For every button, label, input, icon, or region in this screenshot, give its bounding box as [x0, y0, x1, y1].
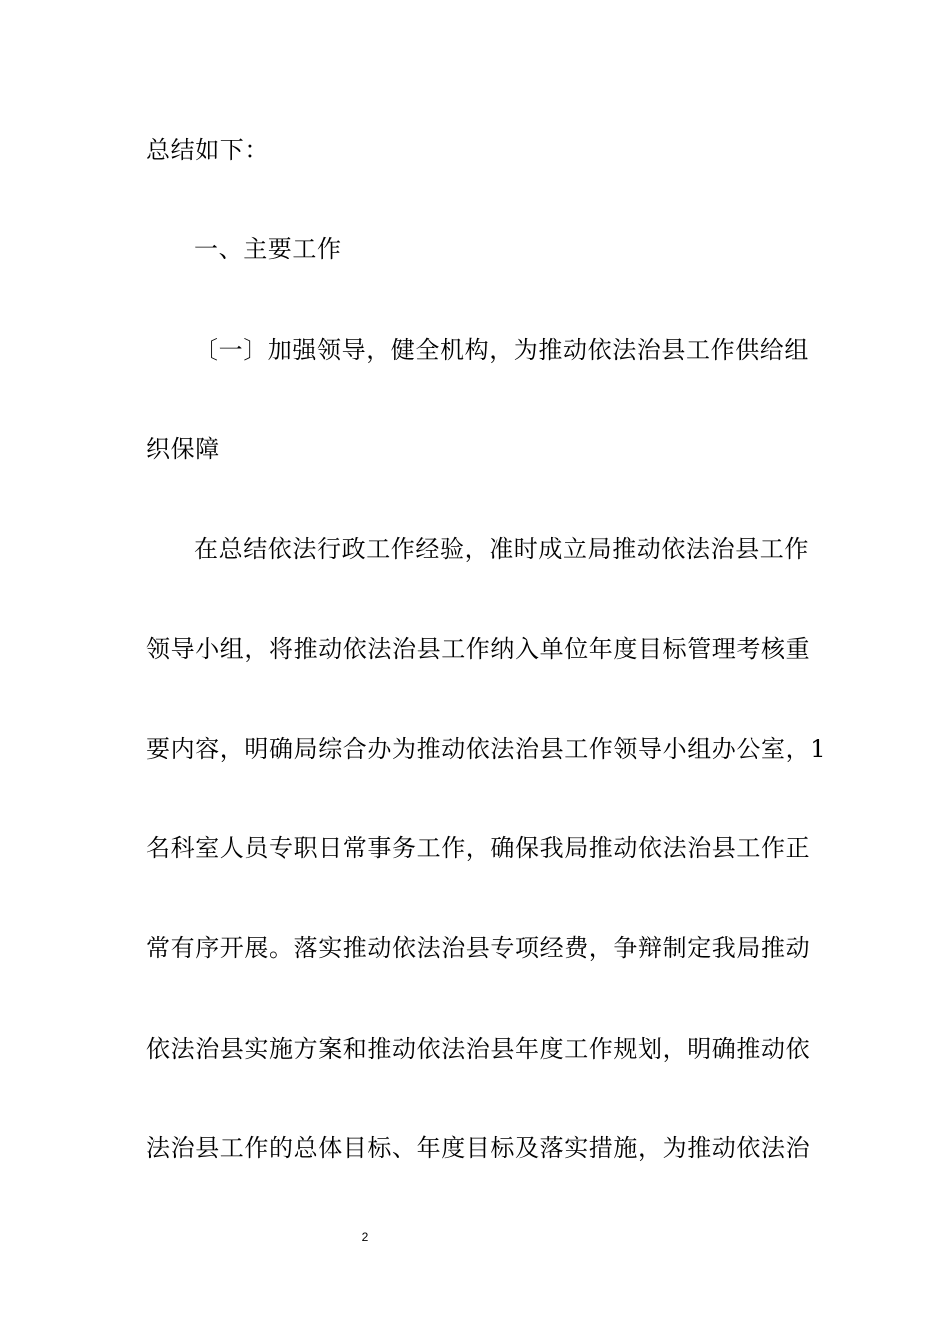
page-number: 2: [361, 1230, 369, 1244]
text-line-summary-intro: 总结如下：: [146, 136, 269, 164]
paragraph-line: 常有序开展。落实推动依法治县专项经费，争辩制定我局推动: [146, 934, 811, 962]
paragraph-line: 依法治县实施方案和推动依法治县年度工作规划，明确推动依: [146, 1035, 811, 1063]
paragraph-line: 要内容，明确局综合办为推动依法治县工作领导小组办公室，1: [146, 735, 827, 763]
paragraph-line: 领导小组，将推动依法治县工作纳入单位年度目标管理考核重: [146, 635, 811, 663]
subsection-heading-line-1: 〔一〕加强领导，健全机构，为推动依法治县工作供给组: [194, 336, 809, 364]
section-heading-main-work: 一、主要工作: [194, 235, 342, 263]
paragraph-line: 法治县工作的总体目标、年度目标及落实措施，为推动依法治: [146, 1134, 811, 1162]
subsection-heading-line-2: 织保障: [146, 435, 220, 463]
paragraph-line: 在总结依法行政工作经验，准时成立局推动依法治县工作: [194, 535, 809, 563]
paragraph-line: 名科室人员专职日常事务工作，确保我局推动依法治县工作正: [146, 834, 811, 862]
